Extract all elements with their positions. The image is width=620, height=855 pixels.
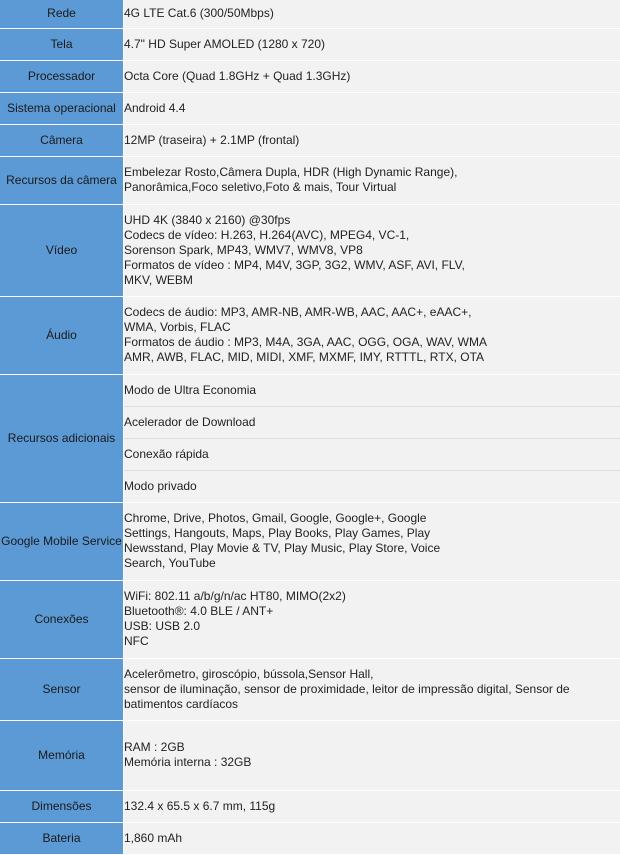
spec-value-line: RAM : 2GB	[124, 740, 620, 755]
spec-value-line: 12MP (traseira) + 2.1MP (frontal)	[124, 133, 620, 148]
spec-value-line: Memória interna : 32GB	[124, 755, 620, 770]
spec-value-line: UHD 4K (3840 x 2160) @30fps	[124, 213, 620, 228]
spec-value-line: 4.7" HD Super AMOLED (1280 x 720)	[124, 37, 620, 52]
spec-label: Vídeo	[0, 204, 124, 296]
spec-label: Tela	[0, 28, 124, 60]
spec-value-line: Formatos de áudio : MP3, M4A, 3GA, AAC, OGG, OGA, WAV, WMA	[124, 335, 620, 350]
spec-value	[124, 0, 620, 28]
spec-row-audio	[0, 296, 620, 374]
spec-value	[124, 580, 620, 658]
spec-value: Modo de Ultra Economia	[124, 374, 620, 406]
spec-label: Recursos adicionais	[0, 374, 124, 502]
spec-label: Processador	[0, 60, 124, 92]
spec-value-line: 132.4 x 65.5 x 6.7 mm, 115g	[124, 799, 620, 814]
spec-label: Câmera	[0, 124, 124, 156]
spec-value-line: Embelezar Rosto,Câmera Dupla, HDR (High Dynamic Range),	[124, 165, 620, 180]
spec-row-google-mobile-service	[0, 502, 620, 580]
spec-label: Memória	[0, 720, 124, 790]
spec-value	[124, 296, 620, 374]
spec-value	[124, 204, 620, 296]
spec-row-recursos-adicionais-1	[0, 374, 620, 406]
spec-row-recursos-da-camera	[0, 156, 620, 204]
spec-value	[124, 822, 620, 854]
spec-label: Rede	[0, 0, 124, 28]
spec-value-line: Panorâmica,Foco seletivo,Foto & mais, Tour Virtual	[124, 180, 620, 195]
spec-row-video	[0, 204, 620, 296]
spec-value	[124, 124, 620, 156]
spec-value: Modo privado	[124, 470, 620, 502]
spec-value-line: Sorenson Spark, MP43, WMV7, WMV8, VP8	[124, 243, 620, 258]
spec-value-line: Newsstand, Play Movie & TV, Play Music, Play Store, Voice	[124, 541, 620, 556]
spec-value-line: 4G LTE Cat.6 (300/50Mbps)	[124, 6, 620, 21]
spec-label: Áudio	[0, 296, 124, 374]
spec-value-line: WMA, Vorbis, FLAC	[124, 320, 620, 335]
spec-label: Sensor	[0, 658, 124, 720]
spec-value: Conexão rápida	[124, 438, 620, 470]
spec-row-sensor	[0, 658, 620, 720]
spec-value-line: Acelerômetro, giroscópio, bússola,Sensor Hall,	[124, 667, 620, 682]
spec-label: Conexões	[0, 580, 124, 658]
spec-value-line: Search, YouTube	[124, 556, 620, 571]
spec-row-dimensoes	[0, 790, 620, 822]
spec-value-line: NFC	[124, 634, 620, 649]
spec-value	[124, 720, 620, 790]
spec-value	[124, 790, 620, 822]
spec-label: Recursos da câmera	[0, 156, 124, 204]
spec-value-line: WiFi: 802.11 a/b/g/n/ac HT80, MIMO(2x2)	[124, 589, 620, 604]
spec-value: Acelerador de Download	[124, 406, 620, 438]
spec-value-line: Octa Core (Quad 1.8GHz + Quad 1.3GHz)	[124, 69, 620, 84]
spec-label: Bateria	[0, 822, 124, 854]
spec-value	[124, 28, 620, 60]
spec-value-line: MKV, WEBM	[124, 273, 620, 288]
spec-value-line: Codecs de áudio: MP3, AMR-NB, AMR-WB, AAC, AAC+, eAAC+,	[124, 305, 620, 320]
spec-row-tela	[0, 28, 620, 60]
spec-row-conexoes	[0, 580, 620, 658]
spec-value-line: Formatos de vídeo : MP4, M4V, 3GP, 3G2, WMV, ASF, AVI, FLV,	[124, 258, 620, 273]
spec-label: Dimensões	[0, 790, 124, 822]
spec-value	[124, 156, 620, 204]
spec-label: Sistema operacional	[0, 92, 124, 124]
spec-value-line: Settings, Hangouts, Maps, Play Books, Play Games, Play	[124, 526, 620, 541]
spec-value-line: USB: USB 2.0	[124, 619, 620, 634]
spec-value-line: Codecs de vídeo: H.263, H.264(AVC), MPEG4, VC-1,	[124, 228, 620, 243]
spec-value-line: sensor de iluminação, sensor de proximidade, leitor de impressão digital, Sensor de	[124, 682, 620, 697]
spec-value	[124, 60, 620, 92]
spec-value-line: Android 4.4	[124, 101, 620, 116]
spec-value-line: AMR, AWB, FLAC, MID, MIDI, XMF, MXMF, IMY, RTTTL, RTX, OTA	[124, 350, 620, 365]
spec-label: Google Mobile Service	[0, 502, 124, 580]
spec-row-memoria	[0, 720, 620, 790]
spec-value-line: Chrome, Drive, Photos, Gmail, Google, Google+, Google	[124, 511, 620, 526]
spec-value	[124, 658, 620, 720]
spec-row-rede	[0, 0, 620, 28]
spec-value-line: 1,860 mAh	[124, 831, 620, 846]
spec-value-line: batimentos cardíacos	[124, 697, 620, 712]
spec-value	[124, 502, 620, 580]
spec-row-processador	[0, 60, 620, 92]
spec-value	[124, 92, 620, 124]
spec-row-bateria	[0, 822, 620, 854]
spec-row-camera	[0, 124, 620, 156]
spec-row-sistema-operacional	[0, 92, 620, 124]
spec-value-line: Bluetooth®: 4.0 BLE / ANT+	[124, 604, 620, 619]
